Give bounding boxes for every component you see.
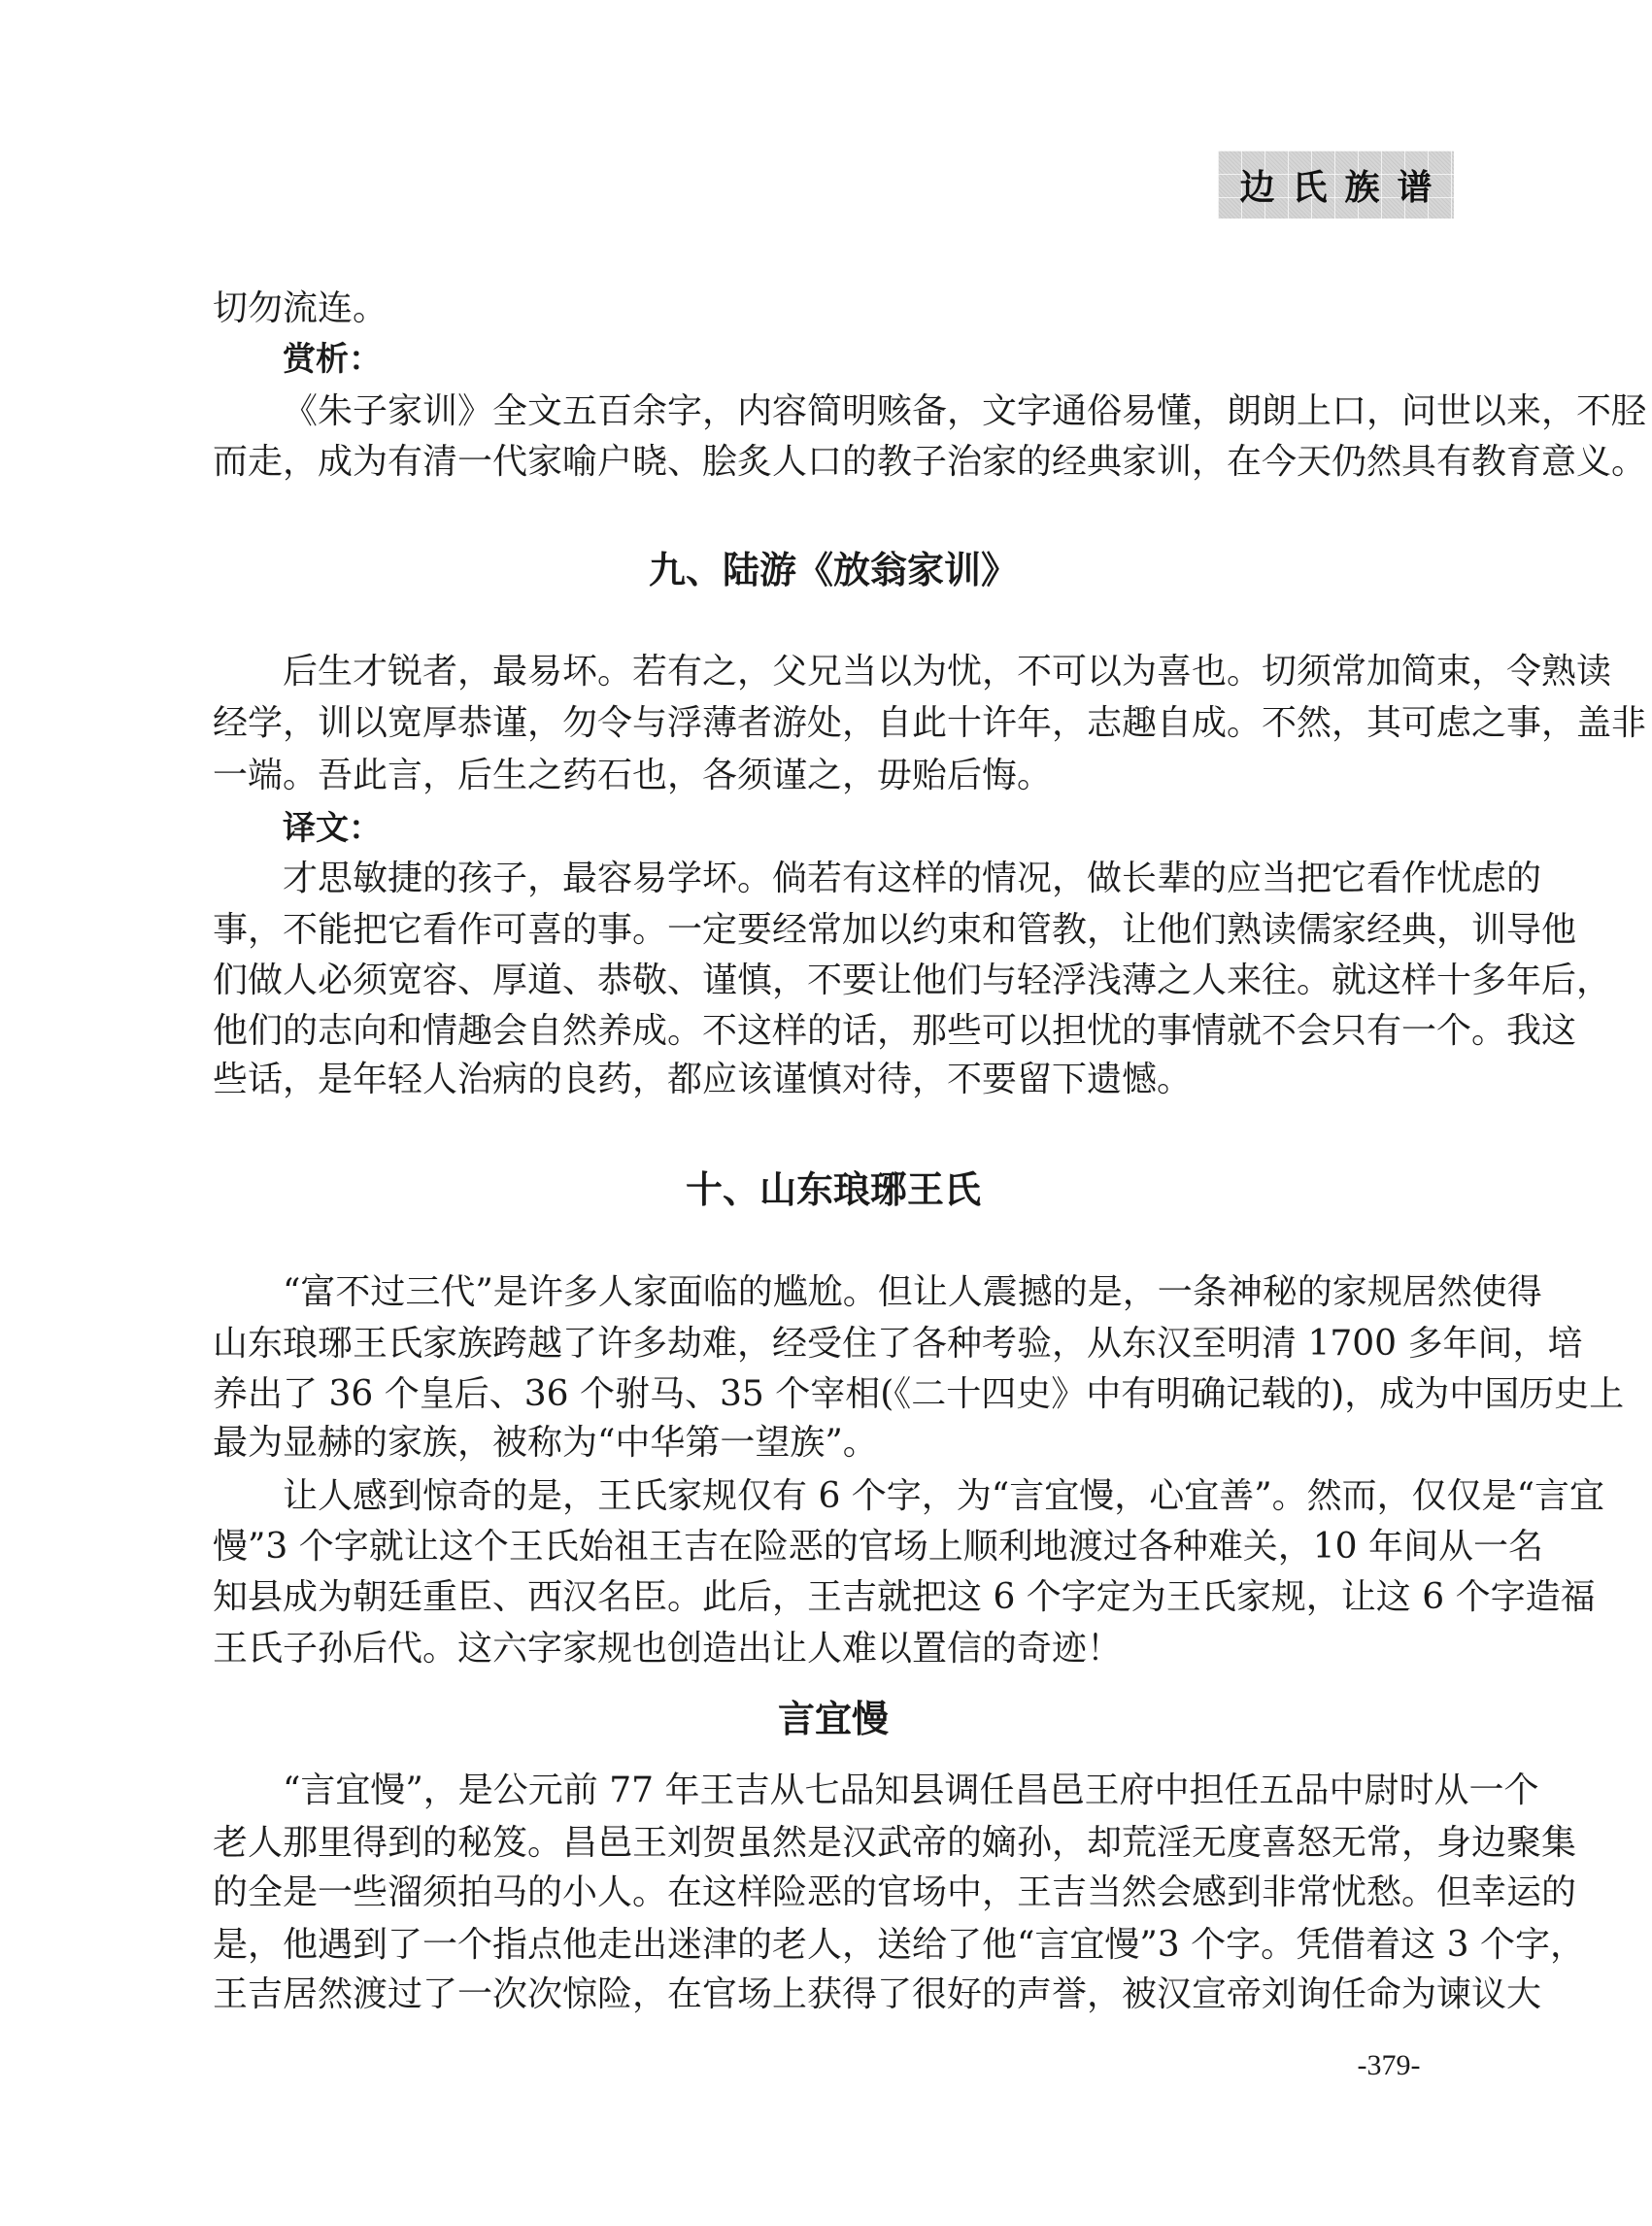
text-line: 知县成为朝廷重臣、西汉名臣。此后，王吉就把这 6 个字定为王氏家规，让这 6 个字造福 — [213, 1577, 1596, 1617]
text-line: 王吉居然渡过了一次次惊险，在官场上获得了很好的声誉，被汉宣帝刘询任命为谏议大 — [213, 1974, 1542, 2014]
text-line: 他们的志向和情趣会自然养成。不这样的话，那些可以担忧的事情就不会只有一个。我这 — [213, 1011, 1577, 1051]
text-line: 经学，训以宽厚恭谨，勿令与浮薄者游处，自此十许年，志趣自成。不然，其可虑之事，盖非 — [213, 703, 1647, 743]
section-heading-9: 九、陆游《放翁家训》 — [648, 549, 1018, 591]
text-line: 一端。吾此言，后生之药石也，各须谨之，毋贻后悔。 — [213, 756, 1053, 795]
text-line: 养出了 36 个皇后、36 个驸马、35 个宰相(《二十四史》中有明确记载的)，成为中国历史上 — [213, 1374, 1625, 1414]
text-line: 《朱子家训》全文五百余字，内容简明赅备，文字通俗易懂，朗朗上口，问世以来，不胫 — [283, 391, 1647, 431]
text-line: 山东琅琊王氏家族跨越了许多劫难，经受住了各种考验，从东汉至明清 1700 多年间，培 — [213, 1324, 1583, 1364]
label-text: 译文： — [283, 809, 382, 848]
text-line: 让人感到惊奇的是，王氏家规仅有 6 个字，为“言宜慢，心宜善”。然而，仅仅是“言宜 — [283, 1476, 1605, 1516]
running-header-box — [1218, 151, 1454, 219]
text-line: 老人那里得到的秘笈。昌邑王刘贺虽然是汉武帝的嫡孙，却荒淫无度喜怒无常，身边聚集 — [213, 1823, 1577, 1863]
text-line: 才思敏捷的孩子，最容易学坏。倘若有这样的情况，做长辈的应当把它看作忧虑的 — [283, 859, 1542, 898]
label-text: 赏析： — [283, 340, 382, 379]
text-line: “富不过三代”是许多人家面临的尴尬。但让人震撼的是，一条神秘的家规居然使得 — [283, 1272, 1542, 1312]
text-line: 慢”3 个字就让这个王氏始祖王吉在险恶的官场上顺利地渡过各种难关，10 年间从一名 — [213, 1527, 1544, 1567]
text-line: 而走，成为有清一代家喻户晓、脍炙人口的教子治家的经典家训，在今天仍然具有教育意义。 — [213, 442, 1647, 482]
text-line: 的全是一些溜须拍马的小人。在这样险恶的官场中，王吉当然会感到非常忧愁。但幸运的 — [213, 1872, 1577, 1912]
text-line: 王氏子孙后代。这六字家规也创造出让人难以置信的奇迹！ — [213, 1629, 1123, 1669]
translation-label — [213, 807, 1454, 850]
text-line: 些话，是年轻人治病的良药，都应该谨慎对待，不要留下遗憾。 — [213, 1060, 1193, 1099]
appreciation-label — [213, 338, 1454, 381]
text-line: “言宜慢”，是公元前 77 年王吉从七品知县调任昌邑王府中担任五品中尉时从一个 — [283, 1771, 1539, 1810]
page-number: -379- — [1357, 2049, 1421, 2081]
subsection-heading: 言宜慢 — [777, 1698, 889, 1740]
text-line: 们做人必须宽容、厚道、恭敬、谨慎，不要让他们与轻浮浅薄之人来往。就这样十多年后， — [213, 961, 1612, 1000]
text-line: 后生才锐者，最易坏。若有之，父兄当以为忧，不可以为喜也。切须常加简束，令熟读 — [283, 652, 1612, 691]
running-header-title: 边氏族谱 — [1239, 166, 1450, 208]
text-line: 是，他遇到了一个指点他走出迷津的老人，送给了他“言宜慢”3 个字。凭借着这 3 个字， — [213, 1925, 1585, 1965]
text-line: 切勿流连。 — [213, 288, 388, 328]
text-line: 事，不能把它看作可喜的事。一定要经常加以约束和管教，让他们熟读儒家经典，训导他 — [213, 910, 1577, 950]
text-line: 最为显赫的家族，被称为“中华第一望族”。 — [213, 1423, 878, 1463]
section-heading-10: 十、山东琅琊王氏 — [685, 1168, 981, 1211]
